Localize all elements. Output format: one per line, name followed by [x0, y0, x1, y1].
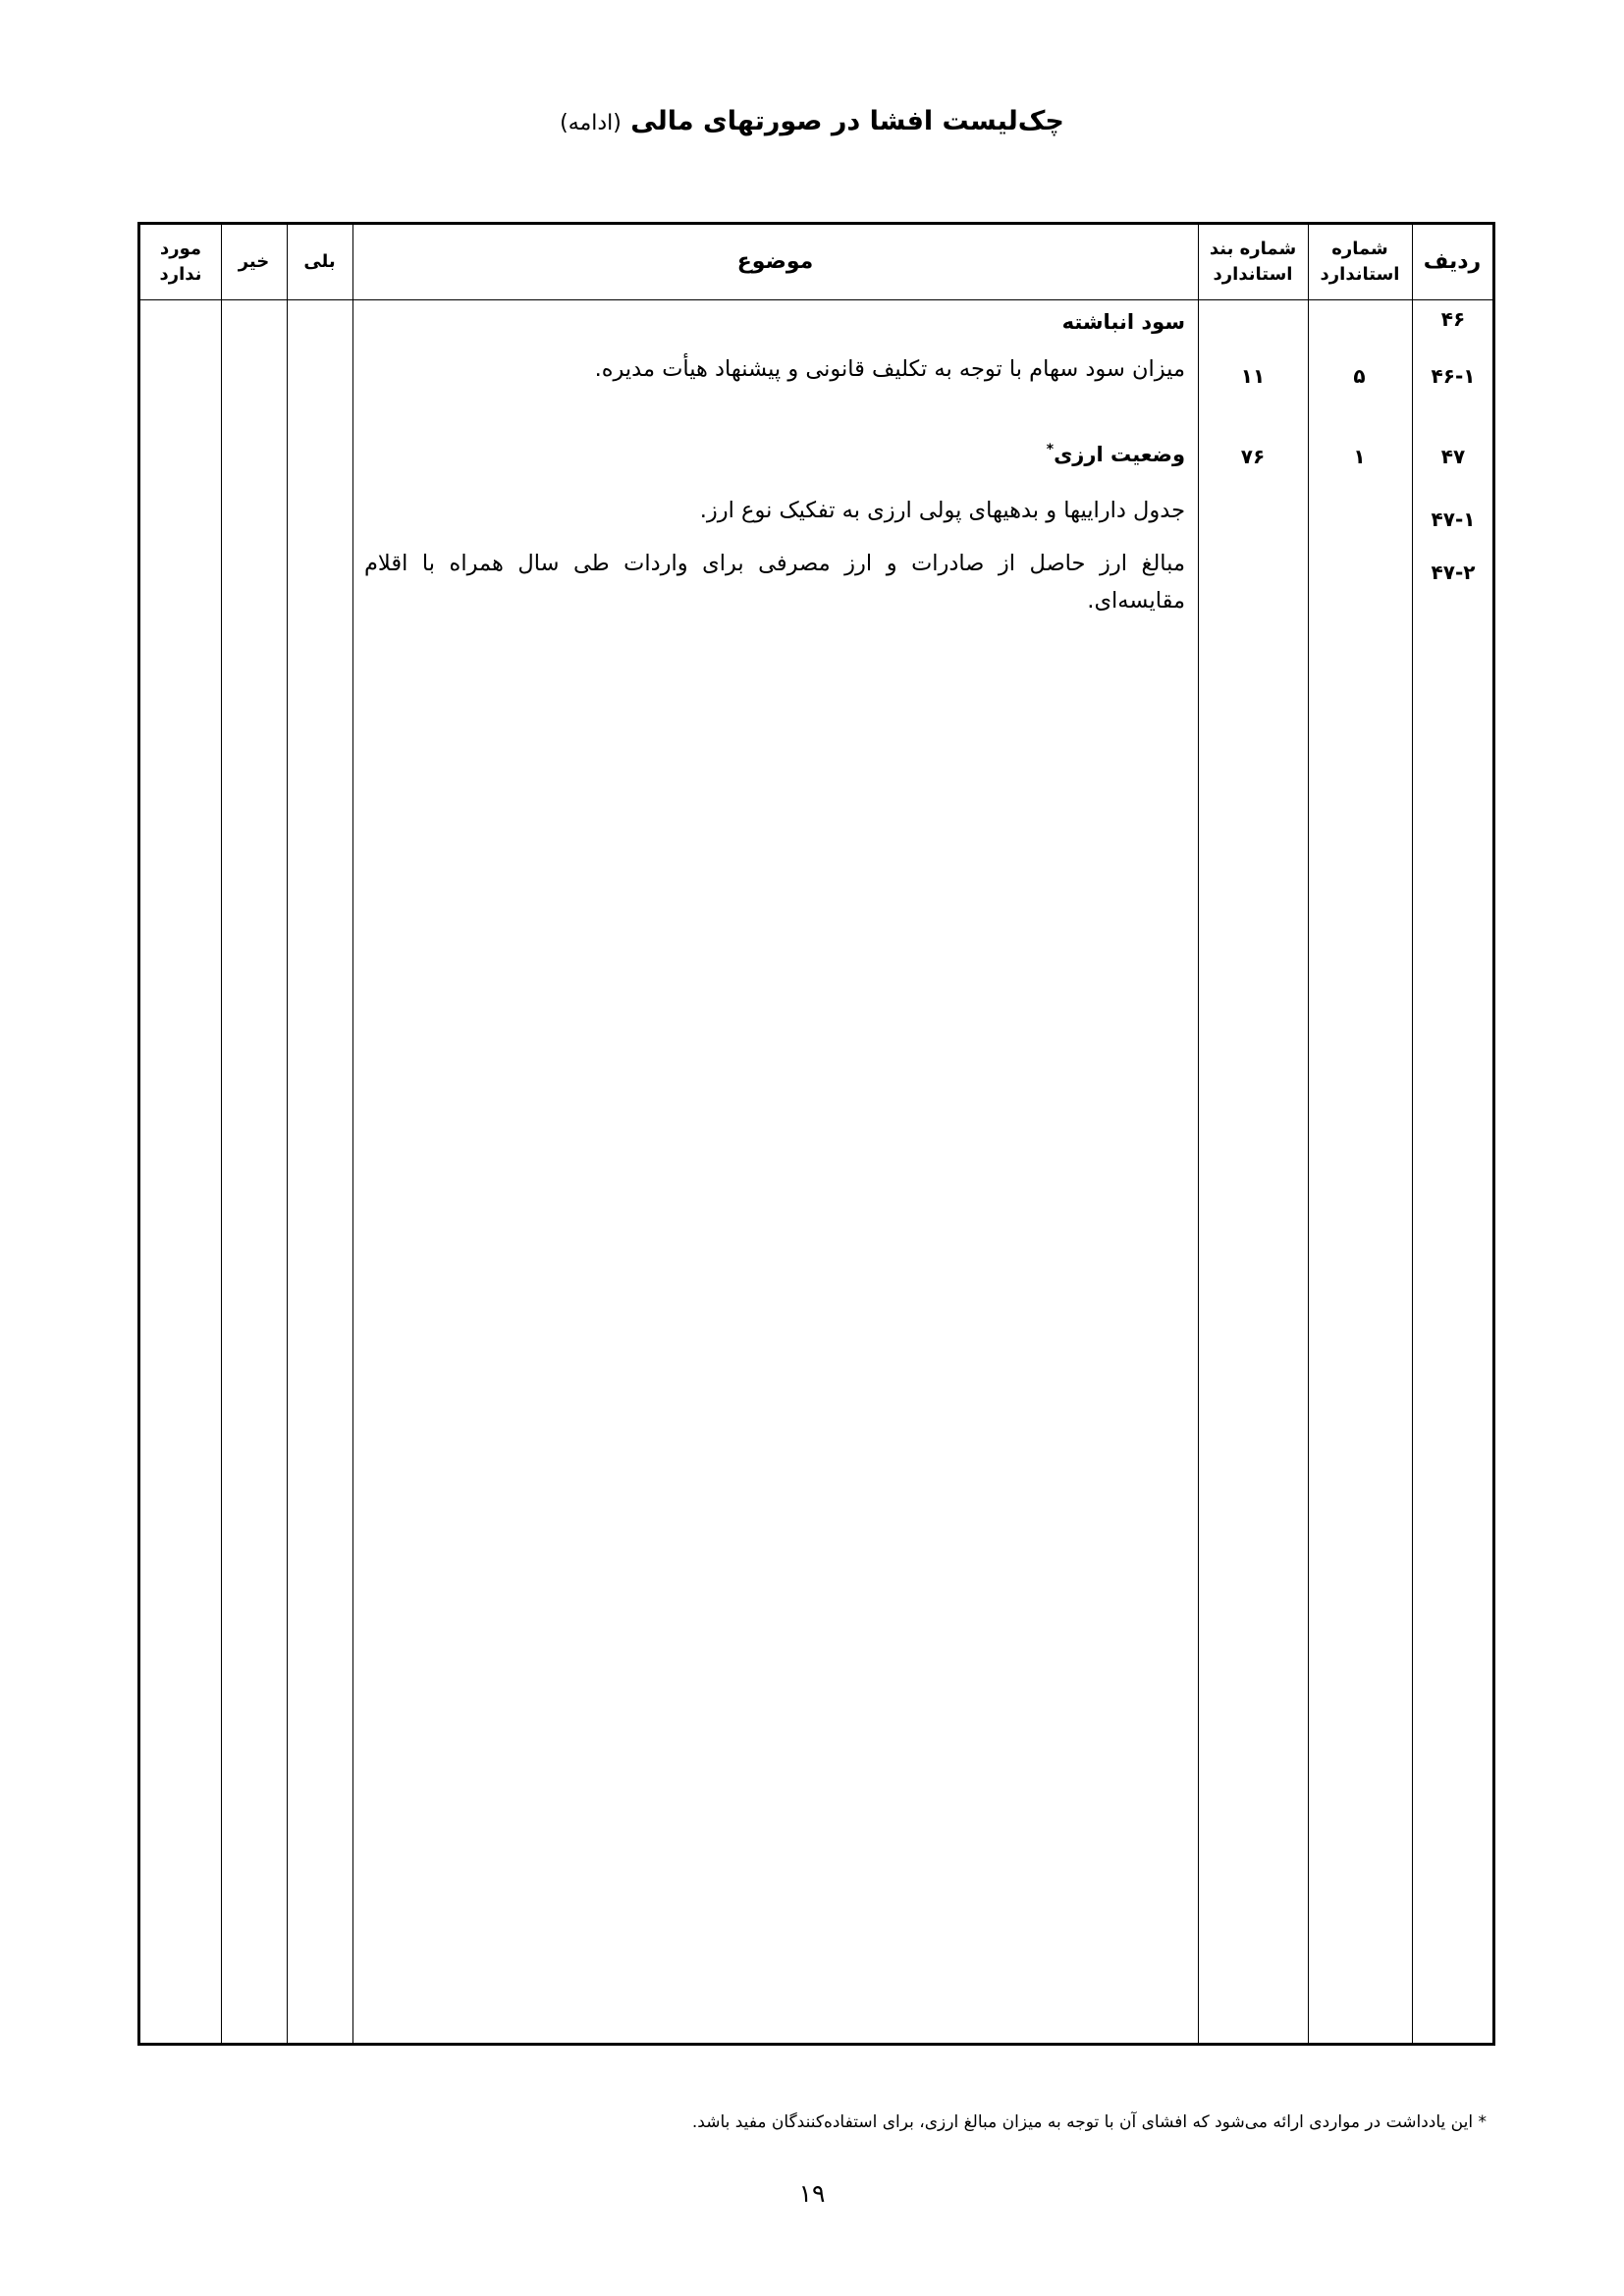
- page-title: [0, 106, 1624, 136]
- header-subject: موضوع: [736, 249, 814, 274]
- row-subject: وضعیت ارزی*: [1046, 442, 1185, 466]
- header-divider: [140, 299, 1492, 300]
- row-subject: جدول داراییها و بدهیهای پولی ارزی به تفکیک نوع ارز.: [699, 498, 1185, 523]
- title-suffix: (ادامه): [560, 111, 622, 135]
- column-divider: [221, 225, 222, 2043]
- header-no: خیر: [238, 251, 270, 272]
- footnote: * این یادداشت در مواردی ارائه می‌شود که افشای آن با توجه به میزان مبالغ ارزی، برای استفاده‌کنندگان مفید باشد.: [691, 2112, 1487, 2132]
- row-number: ۴۷-۱: [1431, 507, 1476, 531]
- clause-number: ۷۶: [1240, 445, 1266, 468]
- row-number: ۴۷: [1440, 445, 1466, 468]
- column-divider: [1412, 225, 1413, 2043]
- clause-number: ۱۱: [1240, 364, 1266, 388]
- title-main: چک‌لیست افشا در صورتهای مالی: [630, 106, 1064, 136]
- column-divider: [287, 225, 288, 2043]
- standard-number: ۱: [1353, 445, 1366, 468]
- row-number: ۴۷-۲: [1431, 561, 1476, 584]
- row-number: ۴۶-۱: [1431, 364, 1476, 388]
- row-number: ۴۶: [1440, 307, 1466, 331]
- checklist-table: [137, 222, 1495, 2046]
- column-divider: [1198, 225, 1199, 2043]
- header-standard-number: شماره استاندارد: [1320, 239, 1400, 285]
- row-subject: مبالغ ارز حاصل از صادرات و ارز مصرفی برای واردات طی سال همراه با اقلام مقایسه‌ای.: [364, 551, 1185, 614]
- header-clause-number: شماره بند استاندارد: [1209, 239, 1297, 285]
- header-not-applicable: مورد ندارد: [159, 239, 202, 285]
- standard-number: ۵: [1353, 364, 1366, 388]
- row-subject: میزان سود سهام با توجه به تکلیف قانونی و پیشنهاد هیأت مدیره.: [594, 356, 1185, 382]
- footnote-marker: *: [1046, 442, 1055, 457]
- header-row: ردیف: [1423, 249, 1482, 274]
- row-subject: سود انباشته: [1061, 310, 1185, 334]
- column-divider: [1308, 225, 1309, 2043]
- page-number: ۱۹: [798, 2179, 826, 2208]
- header-yes: بلی: [303, 251, 336, 272]
